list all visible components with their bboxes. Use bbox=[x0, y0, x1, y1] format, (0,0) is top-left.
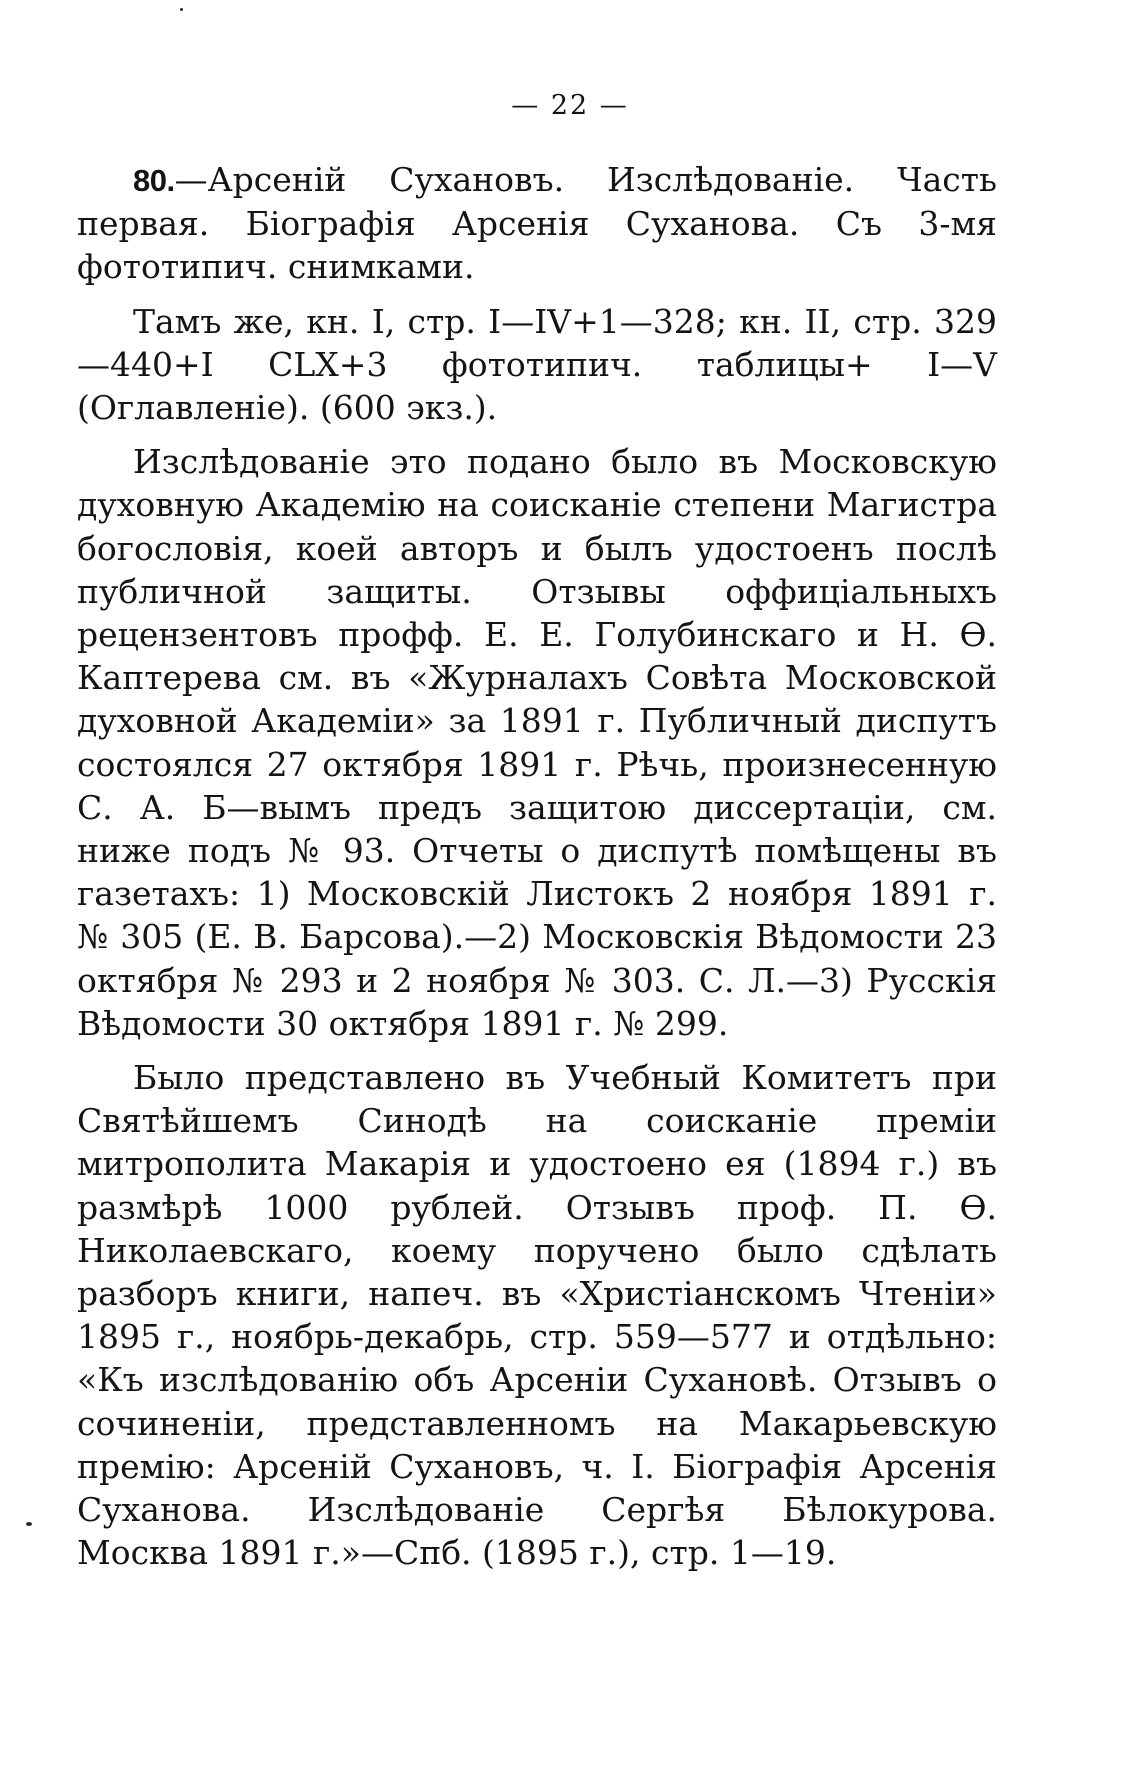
entry-number: 80. bbox=[133, 163, 175, 198]
entry-title: —Арсеній Сухановъ. Изслѣдованіе. Часть первая. Біографія Арсенія Суханова. Съ 3-мя фототипич. снимками. bbox=[77, 160, 997, 287]
print-speck bbox=[180, 8, 183, 11]
paragraph-prize-review: Было представлено въ Учебный Комитетъ при Святѣйшемъ Синодѣ на соисканіе преміи митрополита Макарія и удостоено ея (1894 г.) въ размѣрѣ 1000 рублей. Отзывъ проф. П. Ѳ. Николаевскаго, коему поручено было сдѣлать разборъ книги, напеч. въ «Христіанскомъ Чтеніи» 1895 г., ноябрь-декабрь, стр. 559—577 и отдѣльно: «Къ изслѣдованію объ Арсеніи Сухановѣ. Отзывъ о сочиненіи, представленномъ на Макарьевскую премію: Арсеній Сухановъ, ч. I. Біографія Арсенія Суханова. Изслѣдованіе Сергѣя Бѣлокурова. Москва 1891 г.»—Спб. (1895 г.), стр. 1—19. bbox=[77, 1058, 997, 1573]
print-speck bbox=[26, 1522, 32, 1526]
paragraph-dissertation-history: Изслѣдованіе это подано было въ Московскую духовную Академію на соисканіе степени Магистра богословія, коей авторъ и былъ удостоенъ послѣ публичной защиты. Отзывы оффиціальныхъ рецензентовъ профф. Е. Е. Голубинскаго и Н. Ѳ. Каптерева см. въ «Журналахъ Совѣта Московской духовной Академіи» за 1891 г. Публичный диспутъ состоялся 27 октября 1891 г. Рѣчь, произнесенную С. А. Б—вымъ предъ защитою диссертаціи, см. ниже подъ № 93. Отчеты о диспутѣ помѣщены въ газетахъ: 1) Московскій Листокъ 2 ноября 1891 г. № 305 (Е. В. Барсова).—2) Московскія Вѣдомости 23 октября № 293 и 2 ноября № 303. С. Л.—3) Русскія Вѣдомости 30 октября 1891 г. № 299. bbox=[77, 442, 997, 1043]
text-column bbox=[77, 158, 997, 1586]
page-number: — 22 — bbox=[511, 90, 629, 121]
entry-heading-paragraph bbox=[77, 158, 997, 289]
paragraph-publication-details: Тамъ же, кн. I, стр. I—IV+1—328; кн. II, стр. 329—440+I CLX+3 фототипич. таблицы+ I—V (Оглавленіе). (600 экз.). bbox=[77, 301, 997, 428]
